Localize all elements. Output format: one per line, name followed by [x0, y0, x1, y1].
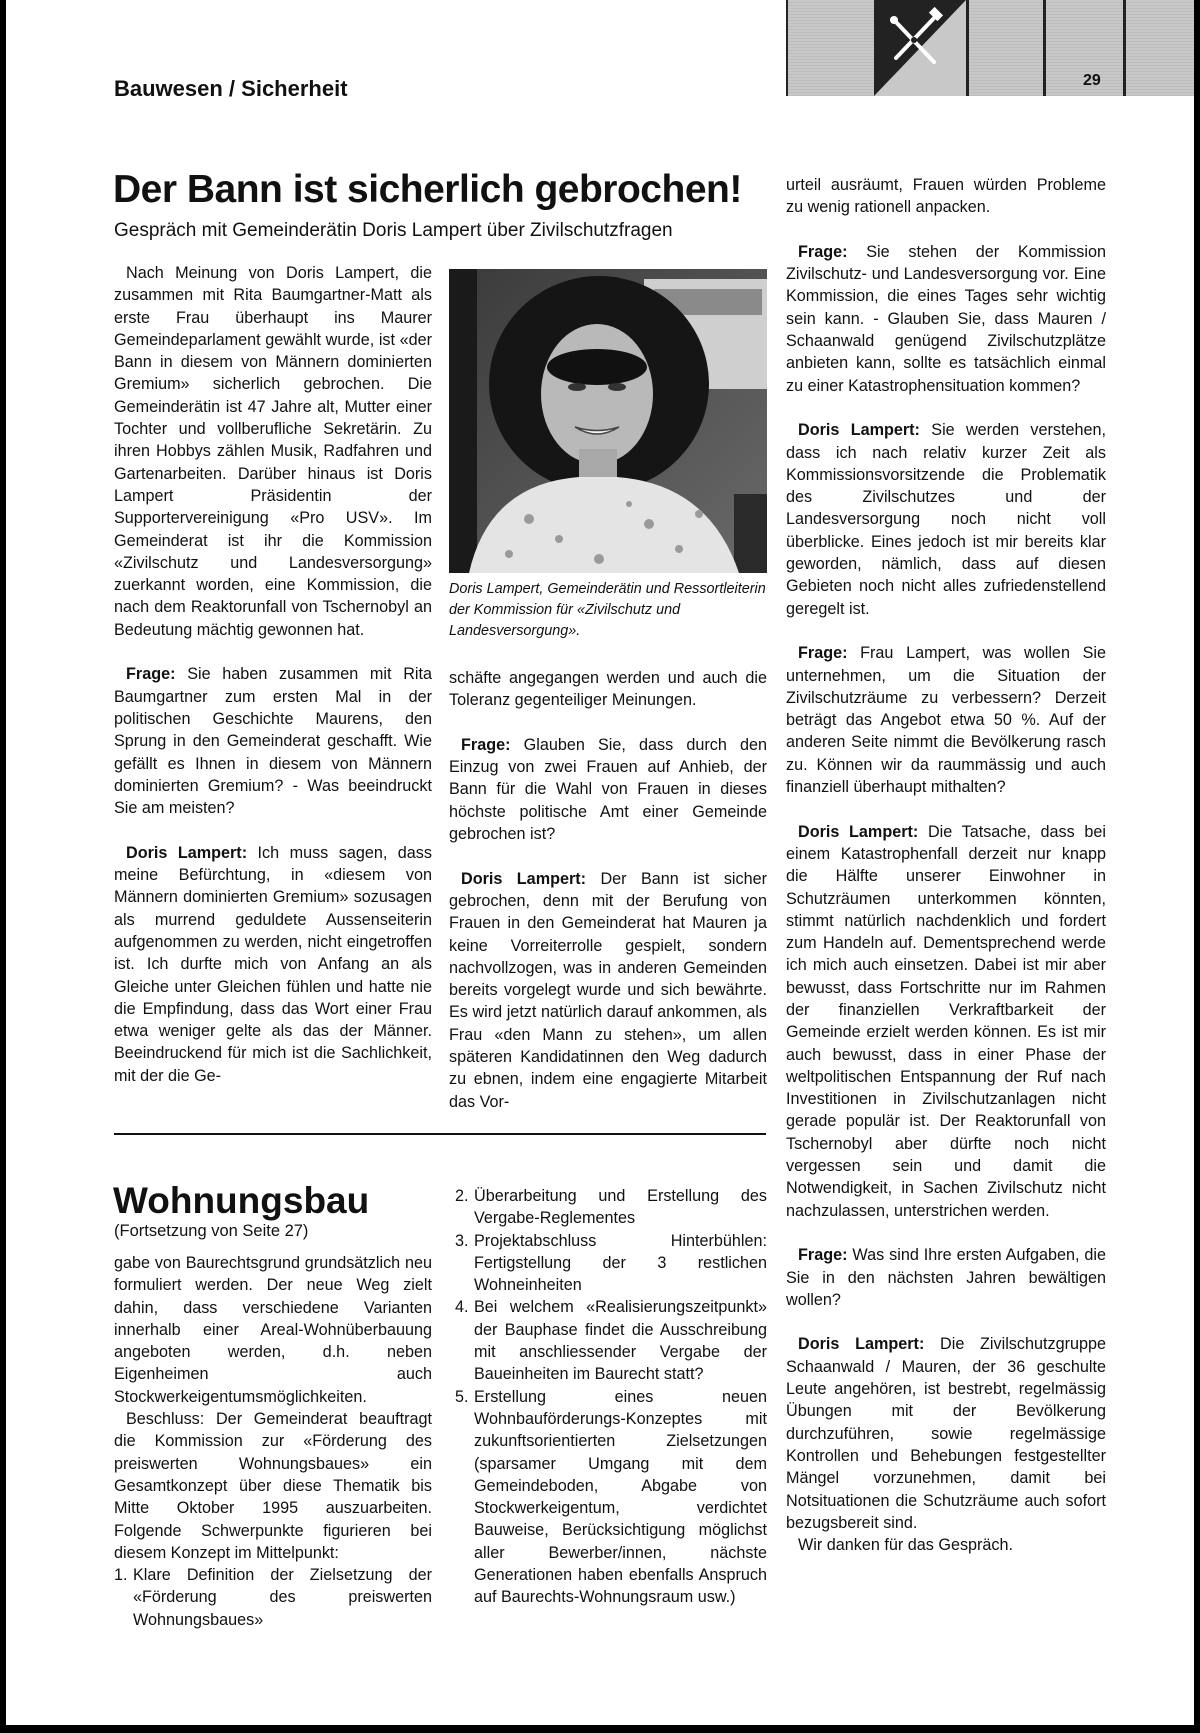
- housing-column-2: [455, 1185, 767, 1609]
- article-subtitle: Gespräch mit Gemeinderätin Doris Lampert über Zivilschutzfragen: [114, 220, 673, 241]
- tab-cell: [786, 0, 876, 96]
- tab-logo-cell: [874, 0, 966, 96]
- question-4: Frage: Frau Lampert, was wollen Sie unternehmen, um die Situation der Zivilschutzräume zu verbessern? Derzeit beträgt das Angebot etwa 50 %. Auf der anderen Seite nimmt die Bevölkerung rasch zu. Können wir da raummässig und auch finanziell überhaupt mithalten?: [786, 644, 1106, 797]
- question-label: Frage:: [461, 735, 511, 754]
- list-item: 1. Klare Definition der Zielsetzung der «Förderung des preiswerten Wohnungsbaues»: [114, 1566, 432, 1629]
- question-2: Frage: Glauben Sie, dass durch den Einzug von zwei Frauen auf Anhieb, der Bann für die Wahl von Frauen in dieses höchste politische Amt einer Gemeinde gebrochen ist?: [449, 735, 767, 844]
- answer-label: Doris Lampert:: [126, 843, 248, 862]
- answer-4: Doris Lampert: Die Tatsache, dass bei einem Katastrophenfall derzeit nur knapp die Hälfte unserer Einwohner in Schutzräumen unterkommen könnten, stimmt natürlich nachdenklich und fordert zum Handeln auf. Dementsprechend werde ich mich auch einsetzen. Dabei ist mir aber bewusst, dass Fortschritte nur im Rahmen der finanziellen Verkraftbarkeit der Gemeinde erzielt werden können. Es ist mir auch bewusst, dass in einer Phase der weltpolitischen Entspannung der Ruf nach Investitionen in Zivilschutzanlagen nicht gerade populär ist. Der Reaktorunfall von Tschernobyl aber dürfte noch nicht vergessen sein und damit die Notwendigkeit, in Sachen Zivilschutz nicht nachzulassen, unterstrichen werden.: [786, 822, 1106, 1220]
- housing-decision: Beschluss: Der Gemeinderat beauftragt die Kommission zur «Förderung des preiswerten Wohnungsbaues» ein Gesamtkonzept über diese Thematik bis Mitte Oktober 1995 auszuarbeiten. Folgende Schwerpunkte figurieren bei diesem Konzept im Mittelpunkt:: [114, 1410, 432, 1562]
- question-label: Frage:: [798, 242, 848, 261]
- list-item: 4. Bei welchem «Realisierungszeitpunkt» der Bauphase findet die Ausschreibung mit anschliessender Vergabe der Baueinheiten im Baurecht statt?: [455, 1298, 767, 1384]
- photo-caption: Doris Lampert, Gemeinderätin und Ressortleiterin der Kommission für «Zivilschutz und Landesversorgung».: [449, 581, 766, 639]
- answer-3: Doris Lampert: Sie werden verstehen, dass ich nach relativ kurzer Zeit als Kommissionsvorsitzende die Problematik des Zivilschutzes und der Landesversorgung noch nicht voll überblicke. Eines jedoch ist mir bereits klar geworden, nämlich, dass auf diesen Gebieten noch nicht alles zufriedenstellend geregelt ist.: [786, 421, 1106, 618]
- continued-paragraph: schäfte angegangen werden und auch die Toleranz gegenteiliger Meinungen.: [449, 669, 767, 710]
- housing-paragraph: gabe von Baurechtsgrund grundsätzlich neu formuliert werden. Der neue Weg zielt dahin, dass verschiedene Varianten innerhalb einer Areal-Wohnüberbauung angeboten werden, d.h. neben Eigenheimen auch Stockwerkeigentumsmöglichkeiten.: [114, 1254, 432, 1406]
- tools-icon: [874, 0, 966, 96]
- question-label: Frage:: [798, 644, 848, 663]
- tab-cell: [1123, 0, 1194, 96]
- housing-continued-note: (Fortsetzung von Seite 27): [114, 1222, 309, 1240]
- answer-label: Doris Lampert:: [798, 421, 920, 440]
- question-1: Frage: Sie haben zusammen mit Rita Baumgartner zum ersten Mal in der politischen Geschichte Maurens, den Sprung in den Gemeinderat geschafft. Wie gefällt es Ihnen in diesem von Männern dominierten Gremium? - Was beeindruckt Sie am meisten?: [114, 665, 432, 818]
- portrait-image: [449, 269, 767, 573]
- answer-5: Doris Lampert: Die Zivilschutzgruppe Schaanwald / Mauren, der 36 geschulte Leute angehören, ist bestrebt, regelmässig Übungen mit der Bevölkerung durchzuführen, sowie regelmässige Kontrollen und Behebungen festgestellter Mängel vorzunehmen, damit bei Notsituationen die Schutzräume auch sofort bezugsbereit sind.: [786, 1335, 1106, 1532]
- section-label: Bauwesen / Sicherheit: [114, 76, 348, 101]
- article-column-3: [786, 174, 1106, 1556]
- magazine-page: [6, 0, 1194, 1725]
- tab-cell: [966, 0, 1046, 96]
- answer-label: Doris Lampert:: [798, 1335, 925, 1354]
- list-item: 3. Projektabschluss Hinterbühlen: Fertigstellung der 3 restlichen Wohneinheiten: [455, 1231, 767, 1295]
- header-tab-strip: [786, 0, 1194, 96]
- page-number: 29: [1083, 72, 1101, 89]
- answer-label: Doris Lampert:: [461, 869, 587, 888]
- housing-title: Wohnungsbau: [113, 1180, 370, 1221]
- question-label: Frage:: [126, 665, 176, 684]
- list-item: 2. Überarbeitung und Erstellung des Vergabe-Reglementes: [455, 1187, 767, 1228]
- intro-paragraph: Nach Meinung von Doris Lampert, die zusammen mit Rita Baumgartner-Matt als erste Frau überhaupt ins Maurer Gemeindeparlament gewählt wurde, ist «der Bann in diesem von Männern dominierten Gremium» sicherlich gebrochen. Die Gemeinderätin ist 47 Jahre alt, Mutter einer Tochter und vollberufliche Sekretärin. Zu ihren Hobbys zählen Musik, Radfahren und Gartenarbeiten. Darüber hinaus ist Doris Lampert Präsidentin der Supportervereinigung «Pro USV». Im Gemeinderat ist ihr die Kommission «Zivilschutz und Landesversorgung» zuerkannt worden, eine Kommission, die nach dem Reaktorunfall von Tschernobyl an Bedeutung mächtig gewonnen hat.: [114, 264, 432, 639]
- answer-1: Doris Lampert: Ich muss sagen, dass meine Befürchtung, in «diesem von Männern dominierten Gremium» sozusagen als murrend geduldete Aussenseiterin aufgenommen zu werden, nicht eingetroffen ist. Ich durfte mich von Anfang an als Gleiche unter Gleichen fühlen und hatte nie die Empfindung, dass das Wort einer Frau etwa weniger gelte als das der Männer. Beeindruckend für mich ist die Sachlichkeit, mit der die Ge-: [114, 843, 432, 1085]
- portrait-photo: [449, 269, 767, 573]
- answer-2: Doris Lampert: Der Bann ist sicher gebrochen, denn mit der Berufung von Frauen in den Gemeinderat hat Mauren ja keine Vorreiterrolle gespielt, sondern nachvollzogen, was in anderen Gemeinden bereits vorgelegt wurde und sich bewährte. Es wird jetzt natürlich darauf ankommen, als Frau «den Mann zu stehen», um allen späteren Kandidatinnen den Weg dadurch zu ebnen, indem eine engagierte Mitarbeit das Vor-: [449, 869, 767, 1111]
- closing-line: Wir danken für das Gespräch.: [798, 1536, 1014, 1555]
- article-title: Der Bann ist sicherlich gebrochen!: [113, 168, 742, 211]
- question-label: Frage:: [798, 1246, 848, 1265]
- question-3: Frage: Sie stehen der Kommission Zivilschutz- und Landesversorgung vor. Eine Kommission, die eines Tages sehr wichtig sein kann. - Glauben Sie, dass Mauren / Schaanwald genügend Zivilschutzplätze anbieten kann, sollte es tatsächlich einmal zu einer Katastrophensituation kommen?: [786, 242, 1106, 395]
- answer-label: Doris Lampert:: [798, 822, 919, 841]
- housing-column-1: [114, 1252, 432, 1631]
- housing-list-part1: [114, 1564, 432, 1631]
- list-item: 5. Erstellung eines neuen Wohnbauförderungs-Konzeptes mit zukunftsorientierten Zielsetzungen (sparsamer Umgang mit dem Gemeindeboden, Abgabe von Stockwerkeigentum, verdichtet Bauweise, Berücksichtigung möglichst aller Bewerber/innen, nächste Generationen haben ebenfalls Anspruch auf Baurechts-Wohnungsraum usw.): [455, 1387, 767, 1607]
- housing-list-part2: [455, 1185, 767, 1609]
- question-5: Frage: Was sind Ihre ersten Aufgaben, die Sie in den nächsten Jahren bewältigen wollen?: [786, 1246, 1106, 1309]
- article-column-2: [449, 667, 767, 1113]
- continued-paragraph: urteil ausräumt, Frauen würden Probleme zu wenig rationell anpacken.: [786, 176, 1106, 217]
- article-column-1: [114, 262, 432, 1087]
- section-divider: [114, 1133, 766, 1135]
